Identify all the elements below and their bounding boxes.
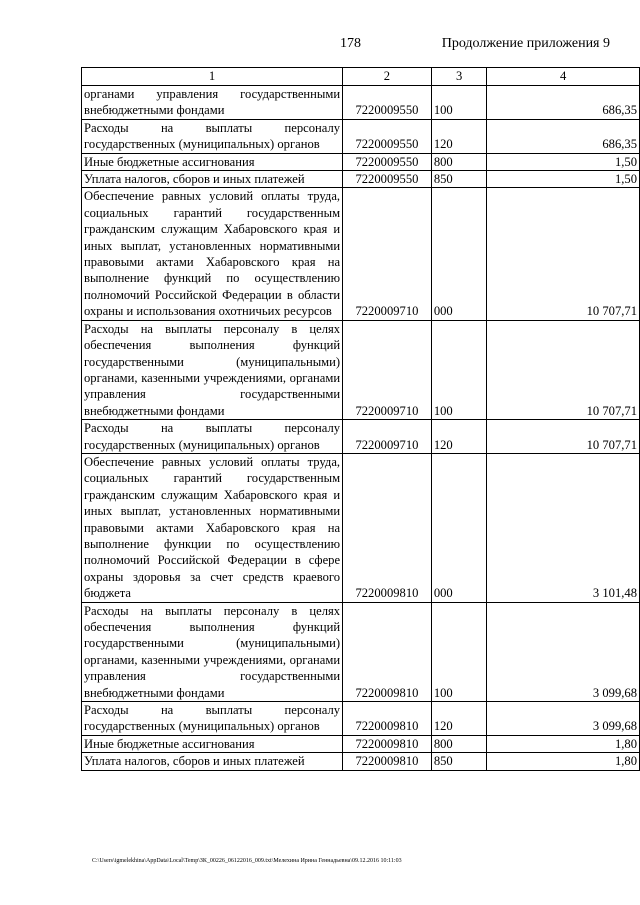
table-row	[82, 188, 640, 320]
expense-type: 100	[431, 602, 487, 701]
target-code: 7220009810	[343, 753, 432, 770]
target-code: 7220009550	[343, 86, 432, 120]
amount-value: 10 707,71	[487, 320, 640, 419]
footer-file-path: C:\Users\igmelekhina\AppData\Local\Temp\ЗК_00226_06122016_009.txt\Мелехина Ирина Геннадьевна\09.12.2016 10:11:03	[92, 858, 402, 864]
continuation-label: Продолжение приложения 9	[441, 36, 610, 51]
table-row	[82, 320, 640, 419]
amount-value: 686,35	[487, 119, 640, 153]
budget-table-body	[82, 86, 640, 771]
amount-value: 1,50	[487, 153, 640, 170]
table-row	[82, 119, 640, 153]
column-header: 1	[82, 68, 343, 86]
budget-table	[81, 67, 640, 771]
amount-value: 10 707,71	[487, 188, 640, 320]
page-header	[0, 36, 640, 56]
row-description: Обеспечение равных условий оплаты труда, социальных гарантий государственным гражданским служащим Хабаровского края и иных выплат, установленных нормативными правовыми актами Хабаровского края на выполнение функций по осуществлению полномочий Российской Федерации в области охраны и использования охотничьих ресурсов	[82, 188, 343, 320]
row-description: Обеспечение равных условий оплаты труда, социальных гарантий государственным гражданским служащим Хабаровского края и иных выплат, установленных нормативными правовыми актами Хабаровского края на выполнение функции по осуществлению полномочий Российской Федерации в сфере охраны здоровья за счет средств краевого бюджета	[82, 453, 343, 602]
expense-type: 000	[431, 453, 487, 602]
column-header: 4	[487, 68, 640, 86]
table-row	[82, 453, 640, 602]
row-description: Расходы на выплаты персоналу государственных (муниципальных) органов	[82, 702, 343, 736]
row-description: Расходы на выплаты персоналу государственных (муниципальных) органов	[82, 420, 343, 454]
amount-value: 1,50	[487, 171, 640, 188]
expense-type: 100	[431, 320, 487, 419]
row-description: Расходы на выплаты персоналу государственных (муниципальных) органов	[82, 119, 343, 153]
expense-type: 120	[431, 702, 487, 736]
amount-value: 686,35	[487, 86, 640, 120]
expense-type: 850	[431, 753, 487, 770]
table-row	[82, 602, 640, 701]
target-code: 7220009810	[343, 735, 432, 752]
target-code: 7220009710	[343, 188, 432, 320]
table-row	[82, 153, 640, 170]
row-description: Уплата налогов, сборов и иных платежей	[82, 171, 343, 188]
expense-type: 120	[431, 420, 487, 454]
amount-value: 3 099,68	[487, 702, 640, 736]
amount-value: 1,80	[487, 735, 640, 752]
amount-value: 3 101,48	[487, 453, 640, 602]
table-row	[82, 753, 640, 770]
expense-type: 120	[431, 119, 487, 153]
expense-type: 850	[431, 171, 487, 188]
target-code: 7220009810	[343, 602, 432, 701]
page-number: 178	[340, 36, 361, 51]
column-header: 3	[431, 68, 487, 86]
table-row	[82, 171, 640, 188]
row-description: Иные бюджетные ассигнования	[82, 153, 343, 170]
target-code: 7220009810	[343, 453, 432, 602]
target-code: 7220009710	[343, 320, 432, 419]
target-code: 7220009550	[343, 171, 432, 188]
expense-type: 000	[431, 188, 487, 320]
amount-value: 10 707,71	[487, 420, 640, 454]
row-description: Расходы на выплаты персоналу в целях обеспечения выполнения функций государственными (муниципальными) органами, казенными учреждениями, органами управления государственными внебюджетными фондами	[82, 602, 343, 701]
table-row	[82, 86, 640, 120]
row-description: Иные бюджетные ассигнования	[82, 735, 343, 752]
row-description: Уплата налогов, сборов и иных платежей	[82, 753, 343, 770]
target-code: 7220009550	[343, 119, 432, 153]
target-code: 7220009810	[343, 702, 432, 736]
table-row	[82, 420, 640, 454]
table-row	[82, 735, 640, 752]
target-code: 7220009550	[343, 153, 432, 170]
expense-type: 100	[431, 86, 487, 120]
column-number-row	[82, 68, 640, 86]
table-row	[82, 702, 640, 736]
expense-type: 800	[431, 735, 487, 752]
row-description: органами управления государственными внебюджетными фондами	[82, 86, 343, 120]
target-code: 7220009710	[343, 420, 432, 454]
column-header: 2	[343, 68, 432, 86]
expense-type: 800	[431, 153, 487, 170]
amount-value: 1,80	[487, 753, 640, 770]
row-description: Расходы на выплаты персоналу в целях обеспечения выполнения функций государственными (муниципальными) органами, казенными учреждениями, органами управления государственными внебюджетными фондами	[82, 320, 343, 419]
amount-value: 3 099,68	[487, 602, 640, 701]
